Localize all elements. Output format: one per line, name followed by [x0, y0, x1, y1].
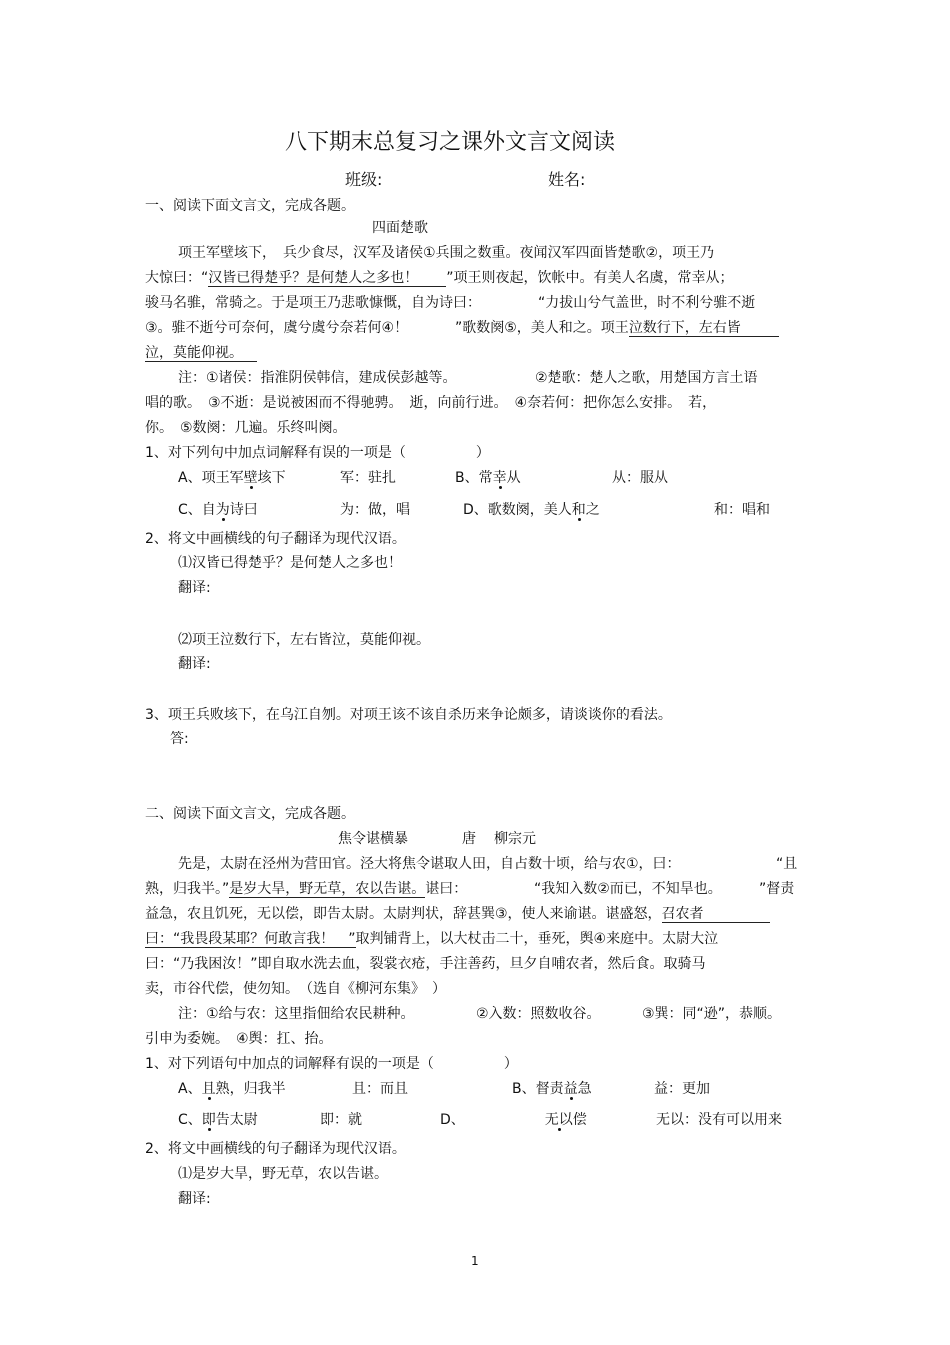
s1-passage-line-4b	[455, 318, 779, 338]
s2-passage-line-5: 曰：“乃我困汝！”即自取水洗去血，裂裳衣疮，手注善药，旦夕自哺农者，然后食。取骑马	[145, 956, 706, 972]
s1-q3-answer-label: 答:	[170, 731, 189, 747]
dotted-word: 益	[563, 1081, 578, 1097]
s1-passage-line-3a: 骏马名骓，常骑之。于是项王乃悲歌慷慨，自为诗曰：	[145, 295, 481, 311]
s2-q1-option-d: D、 无以偿	[440, 1112, 587, 1128]
s2-underlined-sentence-2a: 召农者	[662, 906, 770, 923]
s2-q1-option-a-explanation: 且：而且	[352, 1081, 408, 1097]
section-2-author: 柳宗元	[494, 831, 536, 847]
s2-passage-line-2d: ”督责	[759, 881, 795, 897]
s2-q1-option-c-explanation: 即：就	[320, 1112, 362, 1128]
s1-q2-translation-label-2: 翻译:	[178, 656, 211, 672]
s1-note-line-1a: 注：①诸侯：指淮阴侯韩信，建成侯彭越等。	[178, 370, 457, 386]
s1-q2-translation-label-1: 翻译:	[178, 580, 211, 596]
s1-q2-sentence-1: ⑴汉皆已得楚乎？是何楚人之多也！	[178, 555, 402, 571]
dotted-word: 壁	[243, 470, 258, 486]
s1-q1-option-a: A、项王军壁垓下	[178, 470, 286, 486]
s1-q1-option-d: D、歌数阕，美人和之	[463, 502, 600, 518]
name-label: 姓名:	[548, 170, 586, 189]
s2-q1-option-c: C、即告太尉	[178, 1112, 258, 1128]
dotted-word: 即	[201, 1112, 216, 1128]
s1-underlined-sentence-1: 汉皆已得楚乎？是何楚人之多也！	[208, 270, 447, 286]
s1-q2-sentence-2: ⑵项王泣数行下，左右皆泣，莫能仰视。	[178, 632, 430, 648]
s2-underlined-sentence-2b: 曰：“我畏段某耶？何敢言我！ ”	[145, 931, 356, 947]
s1-underlined-sentence-2b: 泣，莫能仰视。	[145, 345, 257, 362]
s1-q1-option-a-explanation: 军：驻扎	[340, 470, 396, 486]
s1-note-line-3: 你。 ⑤数阕：几遍。乐终叫阕。	[145, 420, 347, 436]
s1-question-2: 2、将文中画横线的句子翻译为现代汉语。	[145, 531, 406, 547]
section-2-dynasty: 唐	[462, 831, 476, 847]
s2-q2-sentence-1: ⑴是岁大旱，野无草，农以告谌。	[178, 1166, 388, 1182]
s1-q1-option-c-explanation: 为：做，唱	[340, 502, 410, 518]
class-label: 班级:	[345, 170, 383, 189]
s2-passage-line-1b: “且	[776, 856, 798, 872]
s1-question-1: 1、对下列句中加点词解释有误的一项是（ ）	[145, 445, 490, 461]
dotted-word: 为	[215, 502, 230, 518]
s1-p4-b: ”歌数阕⑤，美人和之。项王	[455, 320, 629, 336]
page-title: 八下期末总复习之课外文言文阅读	[285, 130, 616, 155]
s1-underlined-sentence-2a: 泣数行下，左右皆	[629, 320, 779, 337]
s2-passage-line-4: 曰：“我畏段某耶？何敢言我！ ”取判铺背上，以大杖击二十，垂死，舆④来庭中。太尉大泣	[145, 931, 719, 947]
s2-q1-option-b-explanation: 益：更加	[654, 1081, 710, 1097]
section-2-passage-title: 焦令谌横暴	[338, 831, 408, 847]
dotted-word: 幸	[492, 470, 507, 486]
s2-q1-option-b: B、督责益急	[512, 1081, 592, 1097]
s1-passage-line-5	[145, 343, 257, 363]
s2-passage-line-1a: 先是，太尉在泾州为营田官。泾大将焦令谌取人田，自占数十顷，给与农①，曰：	[178, 856, 681, 872]
s1-note-line-1b: ②楚歌：楚人之歌，用楚国方言土语	[535, 370, 758, 386]
s1-p2-b: ”项王则夜起，饮帐中。有美人名虞，常幸从；	[446, 270, 734, 286]
dotted-word: 无以	[544, 1112, 573, 1128]
s1-q1-option-b: B、常幸从	[455, 470, 521, 486]
page-number: 1	[471, 1254, 479, 1268]
dotted-word: 且	[201, 1081, 216, 1097]
section-1-passage-title: 四面楚歌	[372, 220, 428, 236]
s2-passage-line-2c: “我知入数②而已，不知旱也。	[534, 881, 722, 897]
s1-note-line-2: 唱的歌。 ③不逝：是说被困而不得驰骋。 逝，向前行进。 ④奈若何：把你怎么安排。 若，	[145, 395, 717, 411]
s1-q1-option-b-explanation: 从：服从	[612, 470, 668, 486]
s2-passage-line-6: 卖，市谷代偿，使勿知。 （选自《柳河东集》 ）	[145, 981, 446, 997]
s1-passage-line-2	[145, 268, 734, 288]
s1-passage-line-3b: “力拔山兮气盖世，时不利兮骓不逝	[538, 295, 756, 311]
s2-q1-option-a: A、且熟，归我半	[178, 1081, 286, 1097]
section-2-heading: 二、阅读下面文言文，完成各题。	[145, 806, 355, 822]
s2-note-line-1c: ③巽：同“逊”，恭顺。	[642, 1006, 782, 1022]
s1-question-3: 3、项王兵败垓下，在乌江自刎。对项王该不该自杀历来争论颇多，请谈谈你的看法。	[145, 707, 672, 723]
s2-passage-line-3: 益急，农且饥死，无以偿，即告太尉。太尉判状，辞甚巽③，使人来谕谌。谌盛怒，召农者	[145, 904, 770, 924]
s1-q1-option-d-explanation: 和：唱和	[714, 502, 770, 518]
section-1-heading: 一、阅读下面文言文，完成各题。	[145, 198, 355, 214]
s2-note-line-2: 引申为委婉。 ④舆：扛、抬。	[145, 1031, 333, 1047]
s1-passage-line-4a: ③。骓不逝兮可奈何，虞兮虞兮奈若何④！	[145, 320, 409, 336]
s1-q1-option-c: C、自为诗曰	[178, 502, 258, 518]
s2-question-2: 2、将文中画横线的句子翻译为现代汉语。	[145, 1141, 406, 1157]
s1-passage-line-1: 项王军壁垓下， 兵少食尽，汉军及诸侯①兵围之数重。夜闻汉军四面皆楚歌②，项王乃	[178, 245, 715, 261]
s2-note-line-1a: 注：①给与农：这里指佃给农民耕种。	[178, 1006, 415, 1022]
s2-passage-line-2: 熟，归我半。”是岁大旱，野无草，农以告谌。谌曰：	[145, 881, 468, 897]
s1-p2-a: 大惊曰：“	[145, 270, 209, 286]
s2-underlined-sentence-1: 是岁大旱，野无草，农以告谌。	[229, 881, 426, 897]
dotted-word: 和	[571, 502, 586, 518]
s2-question-1: 1、对下列语句中加点的词解释有误的一项是（ ）	[145, 1056, 518, 1072]
s2-q2-translation-label-1: 翻译:	[178, 1191, 211, 1207]
s2-q1-option-d-explanation: 无以：没有可以用来	[656, 1112, 782, 1128]
s2-note-line-1b: ②入数：照数收谷。	[476, 1006, 601, 1022]
